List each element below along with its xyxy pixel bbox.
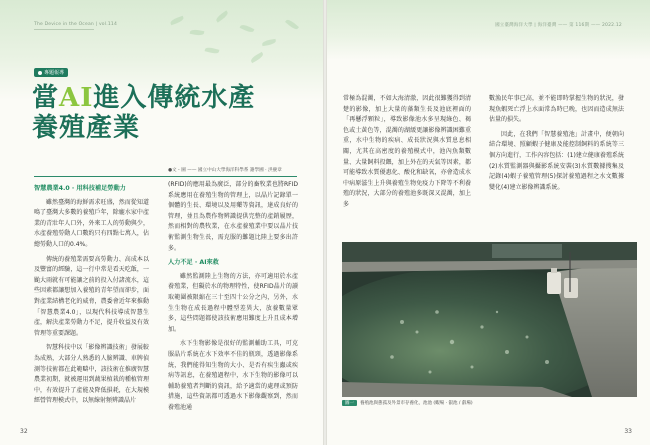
section-tag (34, 68, 68, 77)
right-column-1 (343, 94, 471, 215)
paragraph: 傳統的養殖業需要高勞動力、高成本以及豐富的經驗，這一行中常是看天吃飯，一颱大雨就有可能讓之前的投入付諸流水，這些因素都讓想加入養殖的青年望而卻步，面對產業結構老化的威脅，農委會近年來推動「智慧農業4.0」，以現代科技導成智慧生產，解決產業勞動力不足，提升收益及有效管理等重要課題。 (34, 255, 149, 337)
paragraph: 智慧科技中以「影像辨識技術」發展較為成熟，大部分人熟悉的人臉辨識、車牌偵測等技術都在此範疇中，該技術在推廣智慧農業初期，就被運用到蔬果植栽的種植管理中，有效提升了產能及降低損耗，在大規模經營管理模式中，以無線射頻辨識晶片 (34, 344, 149, 405)
paragraph: 常極為混濁，不如大海清澈，因此很難獲得到清楚的影像，加上大量的藻類生長及池底裡面的「再懸浮顆粒」，導致影像池水多呈現綠色、褐色或土黃色等，混濁的湖緩更讓影像辨識困難重重，水中生物的疾病、成長狀況與水質息息相關，尤其在高密度的養殖模式中，池內魚類數量、大量飼料投餵，加上外在的天氣等因素，都可能導致水質優惠化、酸化和缺氧，亦會造成水中病原滋生上升與養殖生物免疫力下降等不利養殖的狀況，大部分的養殖池多既深又混濁，加上多 (343, 95, 471, 208)
right-page (327, 0, 650, 445)
page-number-right: 33 (624, 428, 632, 435)
title-ai: AI (59, 83, 94, 113)
left-page (0, 0, 323, 445)
title-part: 進入傳統水產 (93, 83, 256, 113)
section-heading: 智慧農業4.0 · 用科技補足勞動力 (34, 185, 126, 192)
photo-caption (342, 400, 637, 410)
paragraph: 數漁民年事已高，並不能即時掌握生物的狀況，發現魚蝦死亡浮上水面常為時已晚，也因而造成無法估量的損失。 (489, 95, 624, 124)
pond-illustration (342, 242, 637, 397)
section-heading: 人力不足 · AI來救 (168, 259, 219, 267)
page-number-left: 32 (20, 428, 28, 435)
caption-tag: 圖一 (342, 400, 357, 406)
paragraph: (RFID)的應用最為廣泛，部分的畜牧業也將RFID系統應用在養殖生物的管理上，以晶片記錄單一個體的生長、環境以及用藥等資訊，達成良好的管理，並且為農作物辨識提供完整的產銷履歷，然而相對的農牧業，在水產養殖業中要以晶片技術監測生物生長，需克服的難題比陸上要多出許多。 (168, 181, 298, 252)
caption-text: 養殖池與蔥孤及外景市存養化，池池 (蝦場 · 叡池 / 叡場) (360, 401, 473, 406)
right-column-2 (489, 94, 624, 197)
header-band (327, 0, 650, 60)
paragraph: 水下生物影像是很好的監測輔助工具，可克服晶片系統在水下效率不佳的瓶頸，透過影像系統，我們能得知生物的大小、是否有疾生蟲或疾病等訊息，在養殖過程中，水下生物的影像可以輔助養殖者判斷的資訊，給予適當的處理或預防措施，這些資訊都可透過水下影像觀察到，然而養殖池通 (168, 340, 298, 411)
section-tag-label: 專題報導 (44, 70, 65, 76)
title-part: 當 (32, 83, 60, 113)
paragraph: 因此，在我們「智慧養殖池」計畫中，便朝向結合環境、照顧蝦子健康及能控制飼料的系統等三個方向進行，工作內容包括：(1)建立健康養殖系統(2)水質監測器與攝影系統安裝(3)水質數據搜集及記錄(4)蝦子養殖管理(5)探討養殖過程之水文數據變化(4)建立影像辨識系統。 (489, 130, 624, 191)
title-divider (34, 176, 297, 177)
left-column-2 (168, 180, 298, 417)
dot-icon (38, 71, 42, 75)
byline: ●文・圖 —— 國立中山大學海洋科學系 謝學圃 · 洪慶章 (168, 168, 282, 173)
header-rule (34, 29, 94, 30)
paragraph: 雖然監測陸上生物的方法，亦可適用於水產養殖業，但礙於水的物理特性，使RFID晶片的讀取範圍被限縮在三十至四十公分之內，另外，水生生物在成長過程中體型差異大，放養數量眾多，這些問題都使該技術應用難度上升且成本增加。 (168, 272, 298, 333)
article-title-line-1 (32, 83, 255, 113)
article-title-line-2: 養殖產業 (32, 113, 141, 143)
aquaculture-pond-photo (342, 242, 637, 397)
header-right-text: 國立臺灣海洋大學 | 海洋臺灣 —— 第 116期 —— 2022.12 (495, 23, 622, 28)
header-left-text: The Device in the Ocean | vol.114 (34, 22, 118, 27)
left-column-1 (34, 180, 149, 411)
paragraph: 雖然臺灣的海鮮需求旺盛，然而從知道鳴了臺灣大多數的養殖戶年，除龐水家中產業的青壯年人口外，外來工人的勞動與少，水產養殖勞動人口數約只有四點七萬人，佔總勞動人口的0.4%。 (34, 198, 149, 248)
